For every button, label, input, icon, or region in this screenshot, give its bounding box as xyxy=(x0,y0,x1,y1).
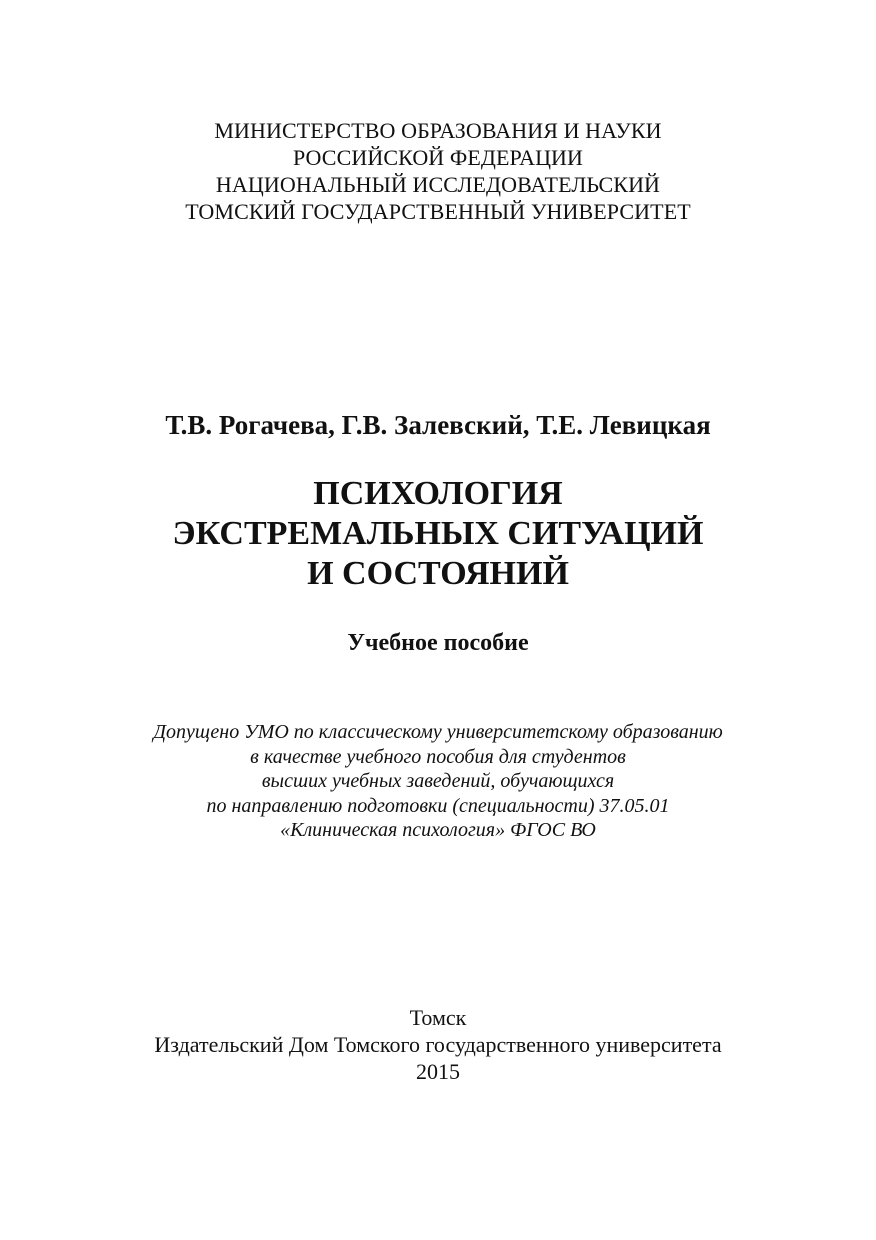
university-line-2: ТОМСКИЙ ГОСУДАРСТВЕННЫЙ УНИВЕРСИТЕТ xyxy=(185,199,691,224)
university-line-1: НАЦИОНАЛЬНЫЙ ИССЛЕДОВАТЕЛЬСКИЙ xyxy=(215,172,661,197)
approval-line-5: «Клиническая психология» ФГОС ВО xyxy=(280,819,596,841)
imprint xyxy=(0,1004,876,1085)
ministry-line-1: МИНИСТЕРСТВО ОБРАЗОВАНИЯ И НАУКИ xyxy=(214,118,662,143)
title-line-3: И СОСТОЯНИЙ xyxy=(307,555,569,592)
approval-line-4: по направлению подготовки (специальности) 37.05.01 xyxy=(206,794,670,817)
approval-line-3: высших учебных заведений, обучающихся xyxy=(261,770,615,792)
title-line-2: ЭКСТРЕМАЛЬНЫХ СИТУАЦИЙ xyxy=(172,515,704,552)
title-line-1: ПСИХОЛОГИЯ xyxy=(313,475,563,512)
approval-line-1: Допущено УМО по классическому университетскому образованию xyxy=(153,721,723,743)
authors: Т.В. Рогачева, Г.В. Залевский, Т.Е. Левицкая xyxy=(165,410,711,440)
imprint-publisher: Издательский Дом Томского государственного университета xyxy=(154,1032,722,1057)
imprint-year: 2015 xyxy=(416,1059,460,1084)
document-type: Учебное пособие xyxy=(347,630,529,656)
approval-statement xyxy=(0,720,876,843)
ministry-line-2: РОССИЙСКОЙ ФЕДЕРАЦИИ xyxy=(292,145,584,170)
book-title xyxy=(0,474,876,594)
ministry-header xyxy=(0,117,876,225)
approval-line-2: в качестве учебного пособия для студентов xyxy=(250,745,626,768)
imprint-city: Томск xyxy=(409,1005,467,1030)
